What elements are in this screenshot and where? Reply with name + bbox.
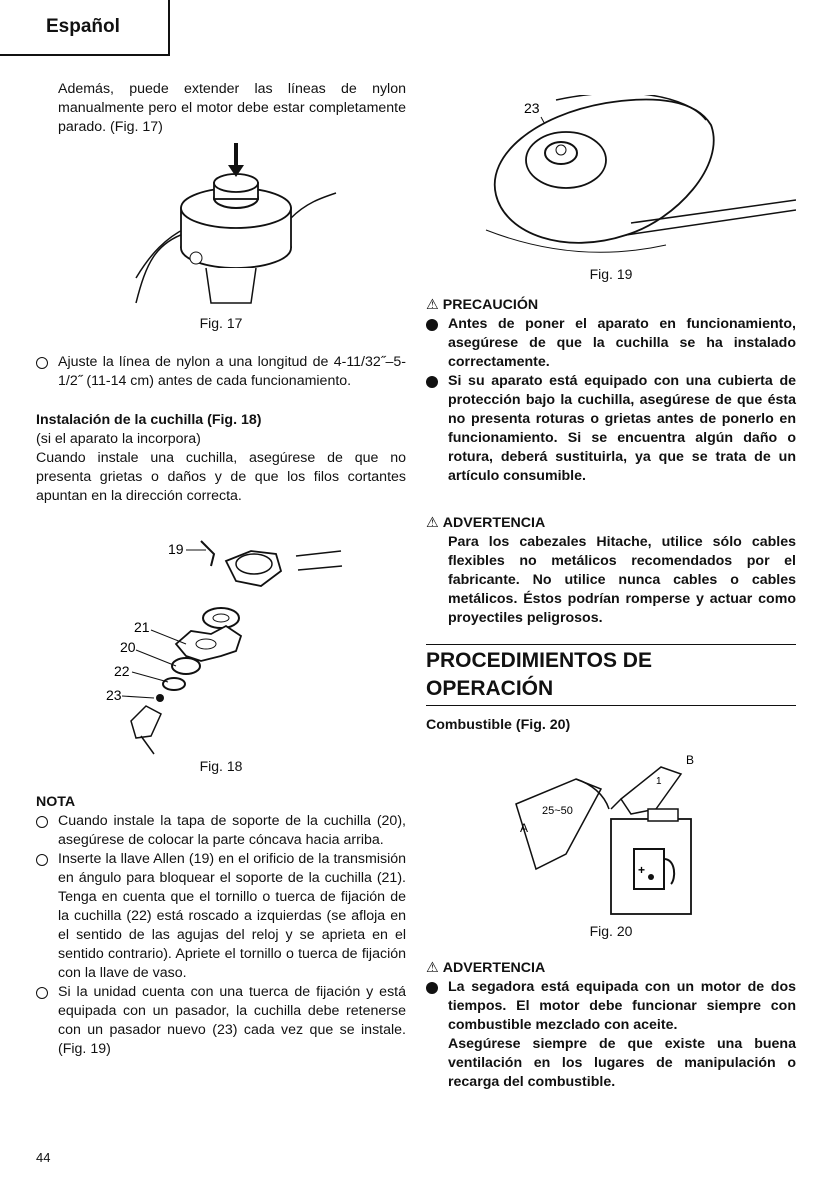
precaucion-item-text: Si su aparato está equipado con una cubierta de protección bajo la cuchilla, asegúrese de que ésta no presenta roturas o grietas antes de ponerlo en funcionamiento. Si se encuentra algún daño o rotura, deberá sustituirla, ya que se trata de un artículo consumible. xyxy=(448,373,796,484)
fig19-caption: Fig. 19 xyxy=(589,266,633,282)
warning-triangle-icon: ⚠ xyxy=(426,515,439,531)
precaucion-heading xyxy=(426,296,796,315)
figure-17 xyxy=(36,143,406,313)
section-title xyxy=(426,644,796,706)
precaucion-label: PRECAUCIÓN xyxy=(442,297,539,313)
fig20-label-a: A xyxy=(520,821,529,835)
trimmer-head-illustration xyxy=(36,143,406,313)
blade-assembly-illustration xyxy=(36,526,406,756)
advertencia-item-text: La segadora está equipada con un motor de dos tiempos. El motor debe funcionar siempre con combustible mezclado con aceite. xyxy=(448,979,796,1033)
advertencia-heading xyxy=(426,514,796,533)
nota-item xyxy=(36,850,406,983)
fig20-caption: Fig. 20 xyxy=(589,923,633,939)
blade-install-subheading: (si el aparato la incorpora) xyxy=(36,431,201,447)
nota-item-text: Inserte la llave Allen (19) en el orificio de la transmisión en ángulo para bloquear el soporte de la cuchilla (21). Tenga en cuenta que el tornillo o tuerca de fijación de la cuchilla (22) está roscado a izquierdas (se afloja en el sentido de las agujas del reloj y se aprieta en el sentido contrario). Apriete el tornillo o tuerca de fijación con la llave de vaso. xyxy=(58,851,406,981)
precaucion-item xyxy=(426,372,796,486)
adjust-line-bullet xyxy=(36,353,406,391)
fig18-caption: Fig. 18 xyxy=(199,758,243,774)
fuel-mixing-illustration xyxy=(426,749,796,919)
fig20-ratio-label: 25~50 xyxy=(542,805,573,817)
fig18-label-19: 19 xyxy=(168,541,184,557)
figure-20 xyxy=(426,749,796,919)
figure-19 xyxy=(426,95,796,260)
nota-item xyxy=(36,983,406,1059)
advertencia-text: Para los cabezales Hitache, utilice sólo cables flexibles no metálicos recomendados por el fabricante. No utilice nunca cables o cables metálicos. Éstos podrían romperse y actuar como proyectiles peligrosos. xyxy=(448,534,796,626)
warning-triangle-icon: ⚠ xyxy=(426,960,439,976)
fig17-caption: Fig. 17 xyxy=(199,315,243,331)
warning-triangle-icon: ⚠ xyxy=(426,297,439,313)
nota-item-text: Cuando instale la tapa de soporte de la cuchilla (20), asegúrese de colocar la parte cóncava hacia arriba. xyxy=(58,813,406,848)
fig18-label-23: 23 xyxy=(106,687,122,703)
section-title-line: OPERACIÓN xyxy=(426,677,554,700)
fuel-heading: Combustible (Fig. 20) xyxy=(426,717,571,733)
intro-paragraph: Además, puede extender las líneas de nylon manualmente pero el motor debe estar completamente parado. (Fig. 17) xyxy=(58,81,406,135)
section-title-line: PROCEDIMIENTOS DE xyxy=(426,649,652,672)
figure-18 xyxy=(36,526,406,756)
language-tab xyxy=(0,0,170,56)
advertencia-heading xyxy=(426,959,796,978)
fig18-label-20: 20 xyxy=(120,639,136,655)
precaucion-item-text: Antes de poner el aparato en funcionamiento, asegúrese de que la cuchilla se ha instalado correctamente. xyxy=(448,316,796,370)
blade-install-heading: Instalación de la cuchilla (Fig. 18) xyxy=(36,412,262,428)
fig19-label-23: 23 xyxy=(524,100,540,116)
language-label: Español xyxy=(46,16,120,37)
blade-install-text: Cuando instale una cuchilla, asegúrese de que no presenta grietas o daños y de que los filos cortantes apuntan en la dirección correcta. xyxy=(36,450,406,504)
advertencia-label: ADVERTENCIA xyxy=(442,960,546,976)
nota-item-text: Si la unidad cuenta con una tuerca de fijación y está equipada con un pasador, la cuchilla debe retenerse con un pasador nuevo (23) cada vez que se instale. (Fig. 19) xyxy=(58,984,406,1057)
advertencia-label: ADVERTENCIA xyxy=(442,515,546,531)
blade-pin-illustration xyxy=(426,95,796,260)
fuel-pump-icon: + xyxy=(638,863,646,877)
right-column xyxy=(426,95,796,1092)
nota-heading: NOTA xyxy=(36,794,76,810)
advertencia-item xyxy=(426,978,796,1035)
left-column xyxy=(36,80,406,1059)
fig18-label-22: 22 xyxy=(114,663,130,679)
fig20-label-b: B xyxy=(686,753,695,767)
advertencia-extra-text: Asegúrese siempre de que existe una buena ventilación en los lugares de manipulación o recarga del combustible. xyxy=(448,1036,796,1090)
precaucion-item xyxy=(426,315,796,372)
fig20-label-one: 1 xyxy=(656,776,662,787)
page-number: 44 xyxy=(36,1150,51,1165)
adjust-line-text: Ajuste la línea de nylon a una longitud de 4-11/32˝–5-1/2˝ (11-14 cm) antes de cada funcionamiento. xyxy=(58,354,406,389)
nota-item xyxy=(36,812,406,850)
fig18-label-21: 21 xyxy=(134,619,150,635)
